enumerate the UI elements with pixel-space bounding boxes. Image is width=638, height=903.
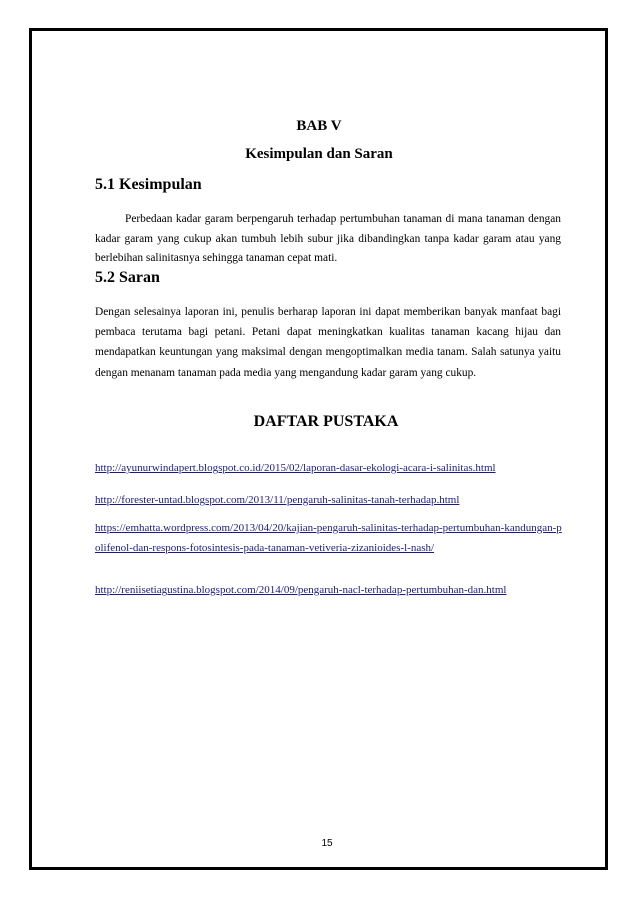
reference-link[interactable]: https://emhatta.wordpress.com/2013/04/20/kajian-pengaruh-salinitas-terhadap-pertumbuhan-kandungan-polifenol-dan-respons-fotosintesis-pada-tanaman-vetiveria-zizanioides-l-nash/ [95, 522, 562, 554]
reference-link[interactable]: http://forester-untad.blogspot.com/2013/11/pengaruh-salinitas-tanah-terhadap.html [95, 494, 460, 506]
chapter-number: BAB V [296, 118, 342, 134]
reference-link[interactable]: http://ayunurwindapert.blogspot.co.id/2015/02/laporan-dasar-ekologi-acara-i-salinitas.html [95, 462, 496, 474]
section-text-kesimpulan: Perbedaan kadar garam berpengaruh terhadap pertumbuhan tanaman di mana tanaman dengan kadar garam yang cukup akan tumbuh lebih subur jika dibandingkan tanpa kadar garam atau yang berlebihan salinitasnya sehingga tanaman cepat mati. [95, 213, 561, 264]
chapter-title: Kesimpulan dan Saran [245, 146, 393, 162]
reference-link[interactable]: http://reniisetiagustina.blogspot.com/2014/09/pengaruh-nacl-terhadap-pertumbuhan-dan.html [95, 584, 507, 596]
references-title: DAFTAR PUSTAKA [253, 413, 399, 430]
page-number: 15 [321, 838, 333, 849]
section-heading-kesimpulan: 5.1 Kesimpulan [95, 176, 202, 193]
section-heading-saran: 5.2 Saran [95, 269, 160, 286]
section-text-saran: Dengan selesainya laporan ini, penulis berharap laporan ini dapat memberikan banyak manfaat bagi pembaca terutama bagi petani. Petani dapat meningkatkan kualitas tanaman kacang hijau dan mendapatkan keuntungan yang maksimal dengan mengoptimalkan media tanam. Salah satunya yaitu dengan menanam tanaman pada media yang mengandung kadar garam yang cukup. [95, 306, 561, 379]
